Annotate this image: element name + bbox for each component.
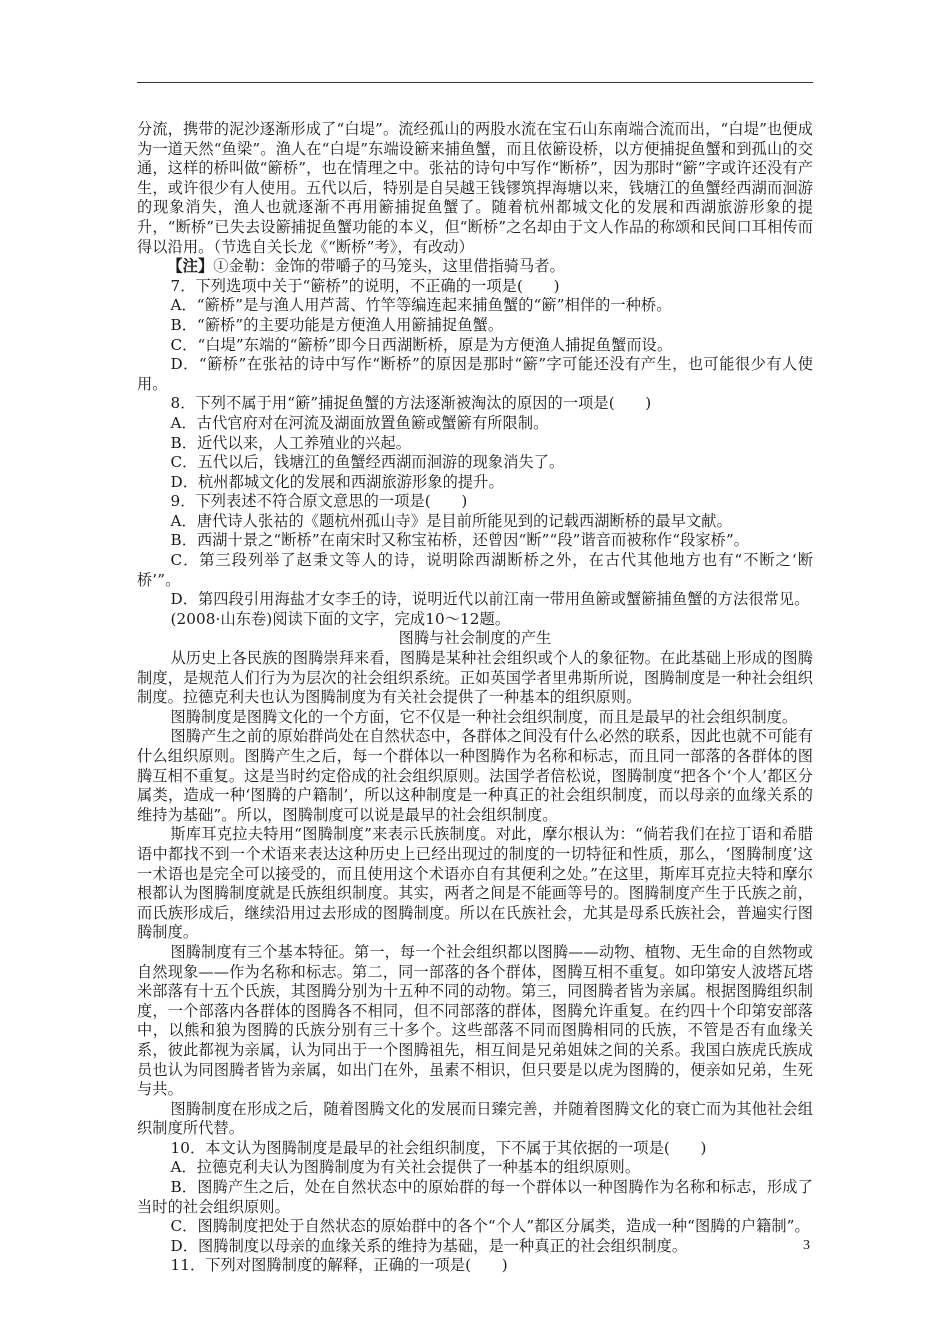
note-text: ①金勒：金饰的带嚼子的马笼头，这里借指骑马者。 — [213, 257, 565, 276]
article-paragraph: 图腾制度有三个基本特征。第一，每一个社会组织都以图腾——动物、植物、无生命的自然物或自然现象——作为名称和标志。第二，同一部落的各个群体，图腾互相不重复。如印第安人波塔瓦塔米部落有十五个氏族，其图腾分别为十五种不同的动物。第三，同图腾者皆为亲属。根据图腾组织制度，一个部落内各群体的图腾各不相同，但不同部落的群体，图腾允许重复。在约四十个印第安部落中，以熊和狼为图腾的氏族分别有三十多个。这些部落不同而图腾相同的氏族，不管是否有血缘关系，彼此都视为亲属，认为同出于一个图腾祖先，相互间是兄弟姐妹之间的关系。我国白族虎氏族成员也认为同图腾者皆为亲属，如出门在外，虽素不相识，但只要是以虎为图腾的，便亲如兄弟，生死与共。 — [137, 942, 813, 1099]
question-9-option-a: A．唐代诗人张祜的《题杭州孤山寺》是目前所能见到的记载西湖断桥的最早文献。 — [170, 511, 732, 530]
question-7-option-a: A．“簖桥”是与渔人用芦蒿、竹竿等编连起来捕鱼蟹的“簖”相伴的一种桥。 — [170, 296, 672, 315]
page-number: 3 — [803, 1238, 810, 1253]
question-7-option-c: C．“白堤”东端的“簖桥”即今日西湖断桥，原是为方便渔人捕捉鱼蟹而设。 — [170, 335, 673, 354]
question-7-stem: 7．下列选项中关于“簖桥”的说明，不正确的一项是( ) — [170, 276, 560, 295]
question-8-option-b: B．近代以来，人工养殖业的兴起。 — [170, 433, 412, 452]
article-paragraph: 斯库耳克拉夫特用“图腾制度”来表示氏族制度。对此，摩尔根认为：“倘若我们在拉丁语和希腊语中都找不到一个术语来表达这种历史上已经出现过的制度的一切特征和性质，那么，‘图腾制度’这一术语也是完全可以接受的，而且使用这个术语亦自有其便利之处。”在这里，斯库耳克拉夫特和摩尔根都认为图腾制度就是氏族组织制度。其实，两者之间是不能画等号的。图腾制度产生于氏族之前，而氏族形成后，继续沿用过去形成的图腾制度。所以在氏族社会，尤其是母系氏族社会，普遍实行图腾制度。 — [137, 825, 813, 942]
question-9-option-c: C．第三段列举了赵秉文等人的诗，说明除西湖断桥之外，在古代其他地方也有“不断之‘断桥’”。 — [137, 551, 813, 589]
question-10-option-b: B．图腾产生之后，处在自然状态中的原始群的每一个群体以一种图腾作为名称和标志，形成了当时的社会组织原则。 — [137, 1178, 813, 1216]
question-8-option-a: A．古代官府对在河流及湖面放置鱼簖或蟹簖有所限制。 — [170, 413, 549, 432]
article-paragraph: 图腾制度是图腾文化的一个方面，它不仅是一种社会组织制度，而且是最早的社会组织制度。 — [170, 707, 798, 726]
article-paragraph: 图腾产生之前的原始群尚处在自然状态中，各群体之间没有什么必然的联系，因此也就不可能有什么组织原则。图腾产生之后，每一个群体以一种图腾作为名称和标志，而且同一部落的各群体的图腾互相不重复。这是当时约定俗成的社会组织原则。法国学者倍松说，图腾制度“把各个‘个人’都区分属类，造成一种‘图腾的户籍制’，所以这种制度是一种真正的社会组织制度，而以母亲的血缘关系的维持为基础”。所以，图腾制度可以说是最早的社会组织制度。 — [137, 727, 813, 824]
question-9-stem: 9．下列表述不符合原文意思的一项是( ) — [170, 492, 468, 511]
header-rule — [137, 82, 813, 83]
question-8-option-c: C．五代以后，钱塘江的鱼蟹经西湖而洄游的现象消失了。 — [170, 453, 565, 472]
note-label: 【注】 — [167, 257, 214, 276]
question-11-stem: 11．下列对图腾制度的解释，正确的一项是( ) — [170, 1256, 508, 1275]
question-10-option-a: A．拉德克利夫认为图腾制度为有关社会提供了一种基本的组织原则。 — [170, 1158, 641, 1177]
source-line: (2008·山东卷)阅读下面的文字，完成10～12题。 — [170, 609, 511, 628]
question-8-stem: 8．下列不属于用“簖”捕捉鱼蟹的方法逐渐被淘汰的原因的一项是( ) — [170, 394, 652, 413]
question-10-option-d: D．图腾制度以母亲的血缘关系的维持为基础，是一种真正的社会组织制度。 — [170, 1236, 688, 1255]
note — [137, 257, 813, 277]
question-9-option-b: B．西湖十景之“断桥”在南宋时又称宝祐桥，还曾因“断”“段”谐音而被称作“段家桥”。 — [170, 531, 750, 550]
article-title: 图腾与社会制度的产生 — [398, 629, 552, 648]
page-content — [137, 120, 813, 1276]
article-paragraph: 图腾制度在形成之后，随着图腾文化的发展而日臻完善，并随着图腾文化的衰亡而为其他社会组织制度所代替。 — [137, 1099, 813, 1138]
question-9-option-d: D．第四段引用海盐才女李壬的诗，说明近代以前江南一带用鱼簖或蟹簖捕鱼蟹的方法很常见。 — [170, 590, 810, 609]
passage-tail: 分流，携带的泥沙逐渐形成了“白堤”。流经孤山的两股水流在宝石山东南端合流而出，“白堤”也便成为一道天然“鱼梁”。渔人在“白堤”东端设簖来捕鱼蟹，而且依簖设桥，以方便捕捉鱼蟹和到孤山的交通，这样的桥叫做“簖桥”，也在情理之中。张祜的诗句中写作“断桥”，因为那时“簖”字或许还没有产生，或许很少有人使用。五代以后，特别是自吴越王钱镠筑捍海塘以来，钱塘江的鱼蟹经西湖而洄游的现象消失，渔人也就逐渐不再用簖捕捉鱼蟹了。随着杭州都城文化的发展和西湖旅游形象的提升，“断桥”已失去设簖捕捉鱼蟹功能的本义，但“断桥”之名却由于文人作品的称颂和民间口耳相传而得以沿用。（节选自关长龙《“断桥”考》，有改动） — [137, 120, 813, 256]
question-8-option-d: D．杭州都城文化的发展和西湖旅游形象的提升。 — [170, 472, 504, 491]
question-7-option-b: B．“簖桥”的主要功能是方便渔人用簖捕捉鱼蟹。 — [170, 315, 504, 334]
question-10-stem: 10．本文认为图腾制度是最早的社会组织制度，下不属于其依据的一项是( ) — [170, 1138, 707, 1157]
question-10-option-c: C．图腾制度把处于自然状态的原始群中的各个“个人”都区分属类，造成一种“图腾的户籍制”。 — [170, 1217, 810, 1236]
question-7-option-d: D．“簖桥”在张祜的诗中写作“断桥”的原因是那时“簖”字可能还没有产生，也可能很少有人使用。 — [137, 355, 813, 393]
article-paragraph: 从历史上各民族的图腾崇拜来看，图腾是某种社会组织或个人的象征物。在此基础上形成的图腾制度，是规范人们行为为层次的社会组织系统。正如英国学者里弗斯所说，图腾制度是一种社会组织制度。拉德克利夫也认为图腾制度为有关社会提供了一种基本的组织原则。 — [137, 649, 813, 707]
